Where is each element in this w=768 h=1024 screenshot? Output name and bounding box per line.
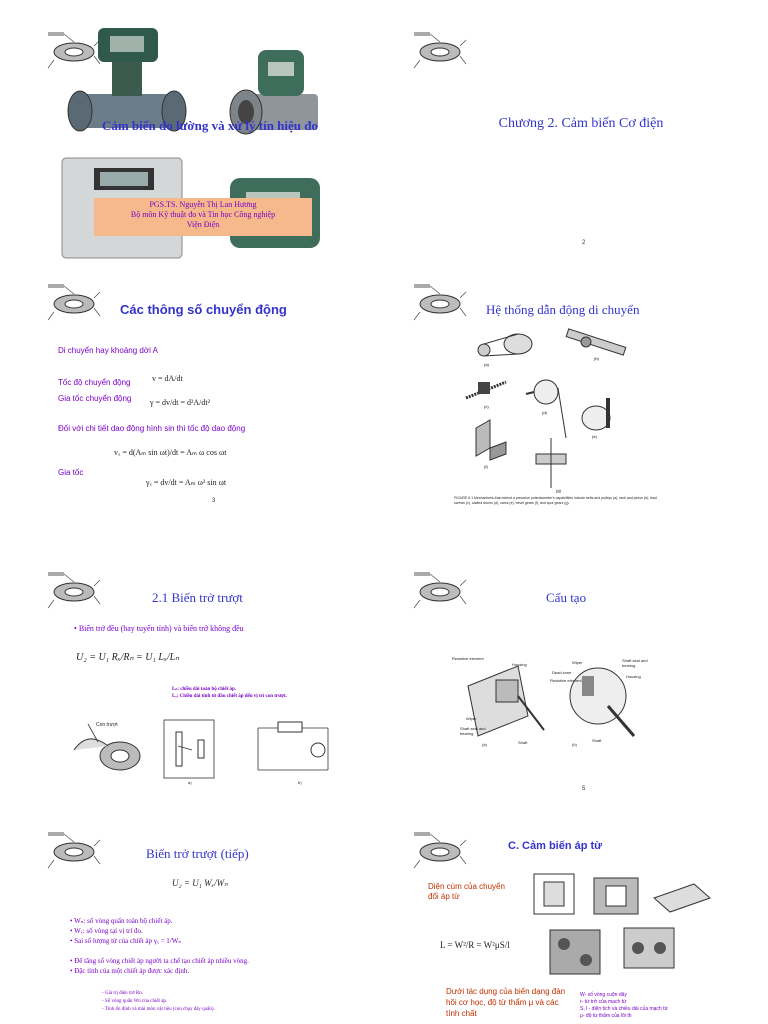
slide-8-title: C. Cảm biến áp từ — [508, 840, 603, 852]
motion-text-2: Tốc độ chuyển động — [58, 378, 131, 387]
slide-4 — [396, 280, 768, 530]
potentiometer-logo-icon — [412, 570, 468, 610]
label-shaft-seal: Shaft seal and bearing — [460, 726, 486, 736]
motion-text-1: Di chuyển hay khoảng dời A — [58, 346, 158, 355]
bullet-multi-turn: • Để tăng số vòng chiết áp người ta chế tạo chiết áp nhiều vòng. — [70, 957, 249, 965]
author-name: PGS.TS. Nguyễn Thị Lan Hương — [149, 200, 257, 209]
effect-text: Dưới tác dụng của biến dạng đàn hồi cơ học, độ từ thẩm μ và các tính chất — [446, 987, 566, 1018]
potentiometer-logo-icon — [46, 830, 102, 870]
label-housing: Housing — [512, 662, 527, 667]
slide-4-title: Hệ thống dẫn động di chuyển — [486, 302, 640, 317]
slide-3 — [40, 280, 412, 530]
note-ln: Lₙ: chiều dài toàn bộ chiết áp. — [172, 687, 237, 692]
slide-1-title: Cảm biến đo lường và xử lý tín hiệu đo — [101, 118, 319, 133]
label-shaft-seal-b: Shaft seal and bearing — [622, 658, 648, 668]
potentiometer-logo-icon — [412, 830, 468, 870]
author-box — [94, 198, 312, 236]
acceleration-formula: γ = dv/dt = d²A/dt² — [150, 398, 211, 407]
bullet-list — [70, 916, 370, 976]
label-shaft: Shaft — [518, 740, 528, 745]
slide-7-title: Biến trở trượt (tiếp) — [146, 846, 249, 861]
svg-text:(d): (d) — [542, 410, 547, 415]
bullet-wx-text: Wₓ: số vòng tại vị trí đo. — [74, 927, 143, 935]
sine-acceleration-formula: γₓ = dv/dt = Aₘ ω² sin ωt — [146, 478, 227, 487]
page-number: 2 — [582, 240, 586, 246]
bullet-linear-text: Biến trở đều (hay tuyến tính) và biến trở không đều — [78, 624, 244, 633]
slide-2-title: Chương 2. Cảm biến Cơ điện — [498, 116, 664, 131]
svg-text:(b): (b) — [594, 356, 599, 361]
label-contact: Con trượt — [96, 722, 118, 728]
legend — [580, 992, 720, 1020]
bullet-characteristics: • Đặc tính của một chiết áp được xác định. — [70, 967, 190, 975]
slide-5-title: 2.1 Biến trở trượt — [152, 590, 243, 605]
slide-5 — [40, 566, 412, 816]
svg-text:(a): (a) — [484, 362, 489, 367]
svg-text:(c): (c) — [484, 404, 489, 409]
svg-text:(e): (e) — [592, 434, 597, 439]
figure-caption: FIGURE 6.1 Mechanisms that extend a precision potentiometer's capabilities include belts and pulleys (a), rack and pinion (b), lead screws (c), cabled drums (d), cams (e), bevel gears (f), and spur gears (g). — [454, 496, 657, 505]
velocity-formula: v = dA/dt — [152, 374, 183, 383]
label-wiper-b: Wiper — [572, 660, 583, 665]
slide-1 — [40, 18, 412, 268]
bullet-error-text: Sai số lượng tử của chiết áp γₓ = 1/Wₙ — [74, 937, 182, 945]
potentiometer-logo-icon — [46, 570, 102, 610]
svg-text:(g): (g) — [556, 488, 561, 493]
motion-text-4: Đối với chi tiết dao động hình sin thì tốc độ dao động — [58, 424, 246, 433]
motion-text-3: Gia tốc chuyển động — [58, 394, 132, 403]
label-a: (a) — [482, 742, 487, 747]
potentiometer-logo-icon — [412, 30, 468, 70]
slide-8 — [396, 820, 768, 1024]
sub-item-2: - Số vòng quấn Wn của chiết áp. — [102, 999, 168, 1004]
motion-text-5: Gia tốc — [58, 468, 84, 477]
label-resistive-element: Resistive element — [452, 656, 484, 661]
bullet-wn: • Wₙ: số vòng quấn toàn bộ chiết áp. — [70, 917, 173, 925]
sub-list — [102, 990, 215, 1014]
slide-7 — [40, 820, 412, 1024]
bullet-characteristics-text: Đặc tính của một chiết áp được xác định. — [74, 967, 190, 975]
label-b: b) — [298, 780, 302, 785]
potentiometer-logo-icon — [46, 282, 102, 322]
slide-6 — [396, 566, 768, 816]
institute: Viện Điện — [186, 220, 220, 229]
legend-w: W- số vòng cuộn dây — [580, 992, 627, 998]
note-lx: Lₓ: Chiều dài tính từ đầu chiết áp đến vị trí con trượt. — [172, 694, 287, 699]
magnetoelastic-figure — [514, 868, 714, 984]
label-wiper: Wiper — [466, 716, 477, 721]
bullet-multi-turn-text: Để tăng số vòng chiết áp người ta chế tạo chiết áp nhiều vòng. — [74, 957, 249, 965]
bullet-wx: • Wₓ: số vòng tại vị trí đo. — [70, 927, 143, 935]
slide-6-title: Cấu tạo — [546, 590, 587, 605]
bullet-error: • Sai số lượng tử của chiết áp γₓ = 1/Wₙ — [70, 937, 182, 945]
bullet-linear: • Biến trở đều (hay tuyến tính) và biến trở không đều — [74, 624, 244, 633]
sub-item-3: - Tính ổn định và mài mòn vật liệu (con chạy dây quấn). — [102, 1007, 215, 1012]
label-shaft-b: Shaft — [592, 738, 602, 743]
label-housing-b: Housing — [626, 674, 641, 679]
legend-sl: S, l - diện tích và chiều dài của mạch từ — [580, 1006, 668, 1012]
svg-text:(f): (f) — [484, 464, 488, 469]
label-resistive-element-b: Resistive element — [550, 678, 582, 683]
divider-formula: U₂ = U₁ Rₓ/Rₙ = U₁ Lₓ/Lₙ — [76, 652, 180, 663]
sub-item-1: - Giá trị điện trở Rn. — [102, 991, 143, 996]
department: Bộ môn Kỹ thuật đo và Tin học Công nghiệp — [130, 210, 276, 219]
slide-2 — [396, 18, 768, 268]
sine-velocity-formula: vₓ = d(Aₘ sin ωt)/dt = Aₘ ω cos ωt — [114, 448, 227, 457]
inductance-formula: L = W²/R = W²μS/l — [440, 940, 510, 950]
intro-text: Diện cùm của chuyển đổi áp từ — [428, 882, 505, 901]
drive-mechanisms-figure — [456, 328, 636, 498]
potentiometer-logo-icon — [412, 282, 468, 322]
bullet-wn-text: Wₙ: số vòng quấn toàn bộ chiết áp. — [74, 917, 173, 925]
legend-mu: μ- độ từ thẩm của lõi th — [580, 1013, 632, 1019]
label-b: (b) — [572, 742, 577, 747]
legend-r: r- từ trở của mạch từ — [580, 999, 627, 1005]
page-number: 3 — [212, 498, 216, 504]
slide-3-title: Các thông số chuyển động — [120, 302, 287, 317]
turns-formula: U₂ = U₁ Wₓ/Wₙ — [172, 878, 228, 888]
label-a: a) — [188, 780, 192, 785]
label-dead-zone: Dead zone — [552, 670, 572, 675]
page-number: 5 — [582, 786, 586, 792]
